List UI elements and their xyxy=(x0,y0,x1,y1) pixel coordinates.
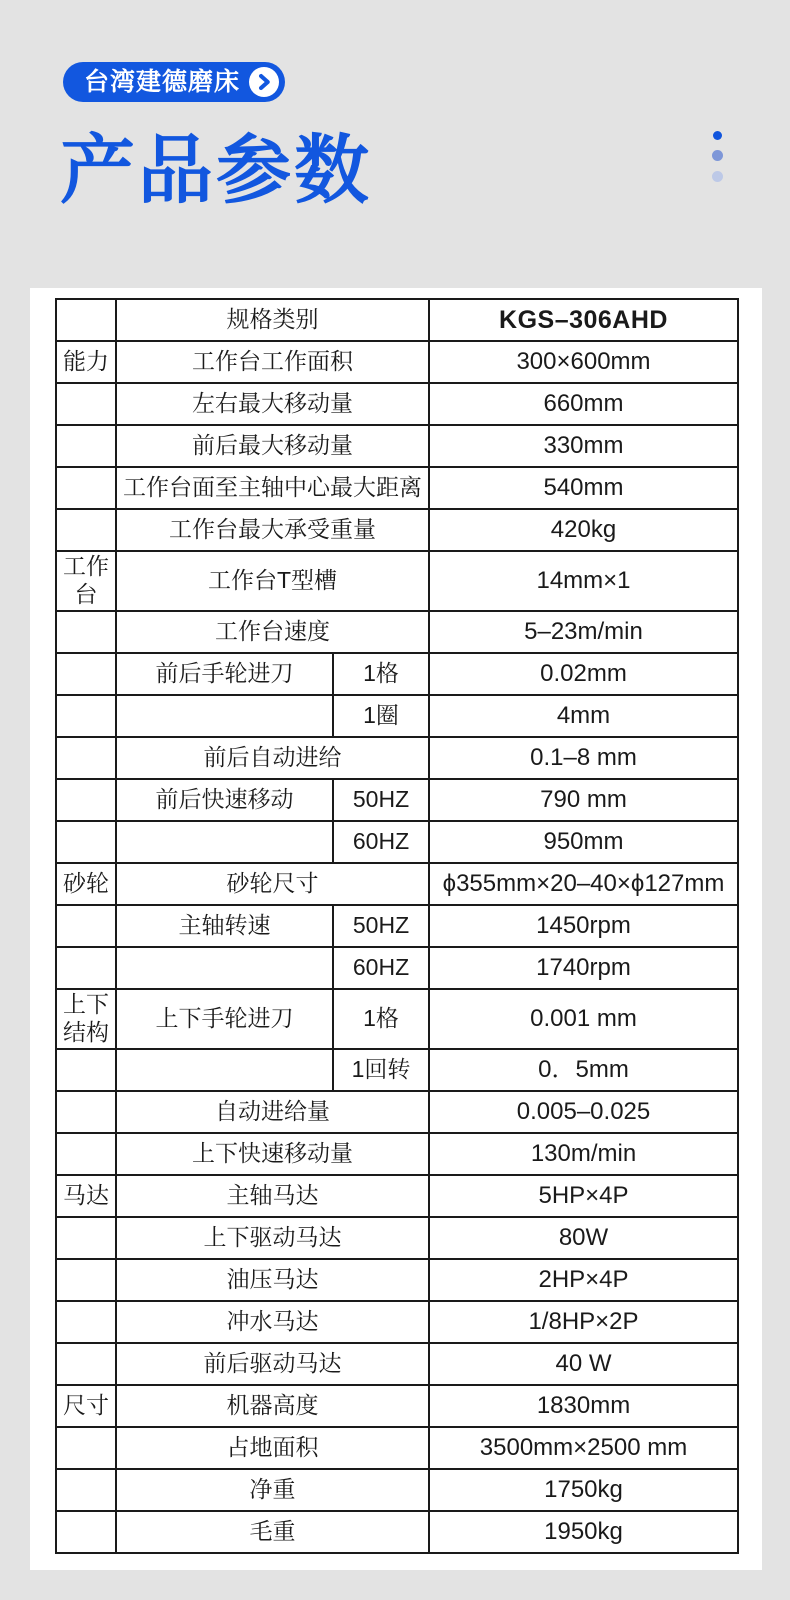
table-row xyxy=(56,1217,738,1259)
category-cell xyxy=(56,1343,116,1385)
category-cell xyxy=(56,383,116,425)
category-cell xyxy=(56,1217,116,1259)
sub-condition-cell: 1格 xyxy=(333,989,429,1049)
table-row xyxy=(56,1427,738,1469)
value-cell: 330mm xyxy=(429,425,738,467)
parameter-cell: 工作台T型槽 xyxy=(116,551,429,611)
value-cell: 4mm xyxy=(429,695,738,737)
table-row xyxy=(56,1343,738,1385)
decor-dot xyxy=(713,131,722,140)
table-row xyxy=(56,341,738,383)
parameter-cell: 前后快速移动 xyxy=(116,779,333,821)
parameter-cell: 主轴马达 xyxy=(116,1175,429,1217)
decor-dot xyxy=(712,150,723,161)
parameter-cell: 前后驱动马达 xyxy=(116,1343,429,1385)
parameter-cell xyxy=(116,821,333,863)
parameter-cell: 前后手轮进刀 xyxy=(116,653,333,695)
spec-table-body xyxy=(56,299,738,1553)
category-cell xyxy=(56,1469,116,1511)
parameter-cell: 冲水马达 xyxy=(116,1301,429,1343)
value-cell: 40 W xyxy=(429,1343,738,1385)
category-cell xyxy=(56,1091,116,1133)
table-row xyxy=(56,1175,738,1217)
value-cell: 5–23m/min xyxy=(429,611,738,653)
parameter-cell: 主轴转速 xyxy=(116,905,333,947)
parameter-cell xyxy=(116,947,333,989)
value-cell: 660mm xyxy=(429,383,738,425)
category-cell: 砂轮 xyxy=(56,863,116,905)
parameter-cell: 左右最大移动量 xyxy=(116,383,429,425)
category-cell xyxy=(56,653,116,695)
value-cell: 0.1–8 mm xyxy=(429,737,738,779)
table-row xyxy=(56,1091,738,1133)
decor-dot xyxy=(712,171,723,182)
parameter-cell: 占地面积 xyxy=(116,1427,429,1469)
parameter-cell: 自动进给量 xyxy=(116,1091,429,1133)
table-row xyxy=(56,779,738,821)
value-cell: 1740rpm xyxy=(429,947,738,989)
value-cell: 130m/min xyxy=(429,1133,738,1175)
parameter-cell: 净重 xyxy=(116,1469,429,1511)
value-cell: 540mm xyxy=(429,467,738,509)
value-cell: 790 mm xyxy=(429,779,738,821)
table-row xyxy=(56,821,738,863)
category-cell xyxy=(56,1427,116,1469)
parameter-cell: 工作台面至主轴中心最大距离 xyxy=(116,467,429,509)
sub-condition-cell: 50HZ xyxy=(333,779,429,821)
parameter-cell xyxy=(116,1049,333,1091)
value-cell: 14mm×1 xyxy=(429,551,738,611)
sub-condition-cell: 60HZ xyxy=(333,821,429,863)
table-row xyxy=(56,1301,738,1343)
sub-condition-cell: 60HZ xyxy=(333,947,429,989)
table-row xyxy=(56,905,738,947)
value-cell: 5HP×4P xyxy=(429,1175,738,1217)
sub-condition-cell: 1圈 xyxy=(333,695,429,737)
value-cell: 3500mm×2500 mm xyxy=(429,1427,738,1469)
category-cell xyxy=(56,821,116,863)
category-cell: 能力 xyxy=(56,341,116,383)
table-row xyxy=(56,737,738,779)
brand-badge[interactable] xyxy=(63,62,285,102)
value-cell: 0.005–0.025 xyxy=(429,1091,738,1133)
category-cell xyxy=(56,695,116,737)
category-cell xyxy=(56,1511,116,1553)
table-row xyxy=(56,383,738,425)
chevron-right-icon xyxy=(249,67,279,97)
category-cell xyxy=(56,1301,116,1343)
category-cell xyxy=(56,1133,116,1175)
table-row xyxy=(56,1469,738,1511)
table-row xyxy=(56,1049,738,1091)
category-cell xyxy=(56,509,116,551)
value-cell: 1950kg xyxy=(429,1511,738,1553)
parameter-cell: 工作台最大承受重量 xyxy=(116,509,429,551)
category-cell xyxy=(56,905,116,947)
category-cell xyxy=(56,425,116,467)
value-cell: KGS–306AHD xyxy=(429,299,738,341)
parameter-cell: 前后自动进给 xyxy=(116,737,429,779)
page-title: 产品参数 xyxy=(60,128,373,212)
parameter-cell: 工作台工作面积 xyxy=(116,341,429,383)
value-cell: 1750kg xyxy=(429,1469,738,1511)
table-row xyxy=(56,467,738,509)
table-row xyxy=(56,425,738,467)
category-cell: 工作台 xyxy=(56,551,116,611)
sub-condition-cell: 1格 xyxy=(333,653,429,695)
table-row xyxy=(56,611,738,653)
table-row xyxy=(56,989,738,1049)
category-cell xyxy=(56,947,116,989)
category-cell: 马达 xyxy=(56,1175,116,1217)
parameter-cell: 毛重 xyxy=(116,1511,429,1553)
table-row xyxy=(56,1133,738,1175)
decor-dots xyxy=(712,131,723,182)
category-cell xyxy=(56,611,116,653)
category-cell: 尺寸 xyxy=(56,1385,116,1427)
parameter-cell: 砂轮尺寸 xyxy=(116,863,429,905)
value-cell: 1450rpm xyxy=(429,905,738,947)
table-row xyxy=(56,653,738,695)
table-row xyxy=(56,509,738,551)
value-cell: ϕ355mm×20–40×ϕ127mm xyxy=(429,863,738,905)
table-row xyxy=(56,863,738,905)
parameter-cell: 前后最大移动量 xyxy=(116,425,429,467)
value-cell: 80W xyxy=(429,1217,738,1259)
parameter-cell xyxy=(116,695,333,737)
parameter-cell: 上下驱动马达 xyxy=(116,1217,429,1259)
category-cell xyxy=(56,299,116,341)
table-row xyxy=(56,695,738,737)
value-cell: 950mm xyxy=(429,821,738,863)
brand-badge-label: 台湾建德磨床 xyxy=(84,67,241,96)
value-cell: 0．5mm xyxy=(429,1049,738,1091)
table-row xyxy=(56,551,738,611)
category-cell xyxy=(56,737,116,779)
value-cell: 0.02mm xyxy=(429,653,738,695)
category-cell: 上下结构 xyxy=(56,989,116,1049)
value-cell: 420kg xyxy=(429,509,738,551)
value-cell: 2HP×4P xyxy=(429,1259,738,1301)
value-cell: 1/8HP×2P xyxy=(429,1301,738,1343)
value-cell: 300×600mm xyxy=(429,341,738,383)
sub-condition-cell: 50HZ xyxy=(333,905,429,947)
value-cell: 0.001 mm xyxy=(429,989,738,1049)
table-row xyxy=(56,299,738,341)
spec-table xyxy=(55,298,739,1554)
category-cell xyxy=(56,1049,116,1091)
parameter-cell: 上下手轮进刀 xyxy=(116,989,333,1049)
table-row xyxy=(56,1511,738,1553)
parameter-cell: 规格类别 xyxy=(116,299,429,341)
sub-condition-cell: 1回转 xyxy=(333,1049,429,1091)
parameter-cell: 上下快速移动量 xyxy=(116,1133,429,1175)
parameter-cell: 机器高度 xyxy=(116,1385,429,1427)
category-cell xyxy=(56,1259,116,1301)
parameter-cell: 工作台速度 xyxy=(116,611,429,653)
parameter-cell: 油压马达 xyxy=(116,1259,429,1301)
table-row xyxy=(56,1385,738,1427)
category-cell xyxy=(56,467,116,509)
table-row xyxy=(56,1259,738,1301)
category-cell xyxy=(56,779,116,821)
value-cell: 1830mm xyxy=(429,1385,738,1427)
table-row xyxy=(56,947,738,989)
